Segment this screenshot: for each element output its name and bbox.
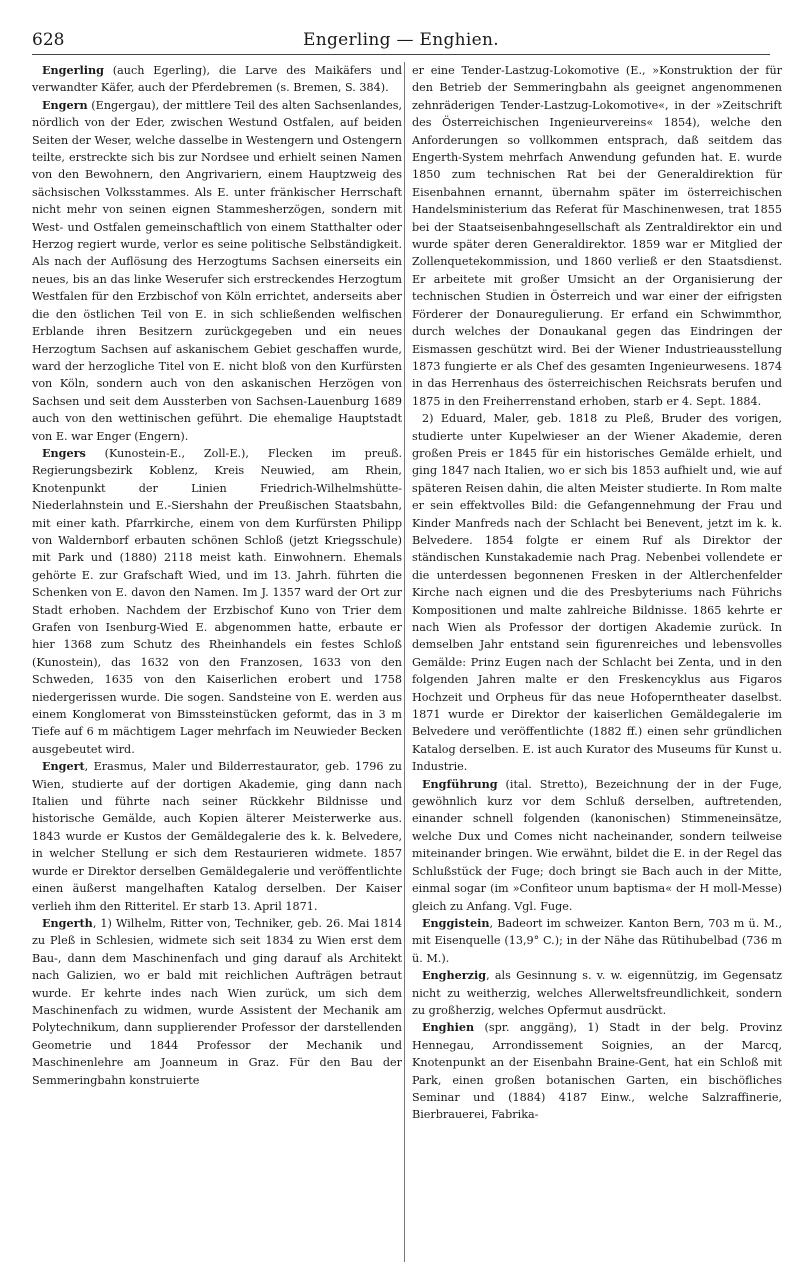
entry-engerth-continued [412,62,782,410]
entry-engerth-eduard [412,410,782,776]
entry-text: er eine Tender-Lastzug-Lokomotive (E., »Konstruktion der für den Betrieb der Semmeringbahn als geeignet angenommenen zehnräderigen Tender-Lastzug-Lokomotive«, in der »Zeitschrift des Österreichischen Ingenieurvereins« 1854), welche den Anforderungen so vollkommen entsprach, daß seitdem das Engerth-System mehrfach Anwendung gefunden hat. E. wurde 1850 zum technischen Rat bei der Generaldirektion für Eisenbahnen ernannt, übernahm später im österreichischen Handelsministerium das Referat für Maschinenwesen, trat 1855 bei der Staatseisenbahngesellschaft als Zentraldirektor ein und wurde später deren Generaldirektor. 1859 war er Mitglied der Zollenquetekommission, und 1860 verließ er den Staatsdienst. Er arbeitete mit großer Umsicht an der Organisierung der technischen Studien in Österreich und war einer der eifrigsten Förderer der Donauregulierung. Er erfand ein Schwimmthor, durch welches der Donaukanal gegen das Eindringen der Eismassen geschützt wird. Bei der Wiener Industrieausstellung 1873 fungierte er als Chef des gesamten Ingenieurwesens. 1874 in das Herrenhaus des österreichischen Reichsrats berufen und 1875 in den Freiherrenstand erhoben, starb er 4. Sept. 1884. [412,64,782,408]
right-column [412,62,782,1267]
entry-lemma: Engers [42,445,86,460]
entry-text: , Badeort im schweizer. Kanton Bern, 703 m ü. M., mit Eisenquelle (13,9° C.); in der Nähe das Rütihubelbad (736 m ü. M.). [412,916,782,965]
entry-text: , 1) Wilhelm, Ritter von, Techniker, geb. 26. Mai 1814 zu Pleß in Schlesien, widmete sich seit 1834 zu Wien erst dem Bau-, dann dem Maschinenfach und ging darauf als Architekt nach Galizien, wo er bald mit reichlichen Aufträgen betraut wurde. Er kehrte indes nach Wien zurück, um sich dem Maschinenfach zu widmen, wurde Assistent der Mechanik am Polytechnikum, dann supplierender Professor der darstellenden Geometrie und 1844 Professor der Mechanik und Maschinenlehre am Joanneum in Graz. Für den Bau der Semmeringbahn konstruierte [32,916,402,1087]
entry-engert [32,758,402,915]
entry-enghien [412,1019,782,1123]
entry-text: (ital. Stretto), Bezeichnung der in der Fuge, gewöhnlich kurz vor dem Schluß derselben, auftretenden, einander schnell folgenden (kanonischen) Stimmeneinsätze, welche Dux und Comes nicht nacheinander, sondern teilweise miteinander bringen. Wie erwähnt, bildet die E. in der Regel das Schlußstück der Fuge; doch bringt sie Bach auch in der Mitte, einmal sogar (im »Confiteor unum baptisma« der H moll-Messe) gleich zu Anfang. Vgl. Fuge. [412,777,782,913]
entry-text: (Kunostein-E., Zoll-E.), Flecken im preuß. Regierungsbezirk Koblenz, Kreis Neuwied, am Rhein, Knotenpunkt der Linien Friedrich-Wilhelmshütte-Niederlahnstein und E.-Siershahn der Preußischen Staatsbahn, mit einer kath. Pfarrkirche, einem von dem Kurfürsten Philipp von Waldernborf erbauten schönen Schloß (jetzt Kriegsschule) mit Park und (1880) 2118 meist kath. Einwohnern. Ehemals gehörte E. zur Grafschaft Wied, und im 13. Jahrh. führten die Schenken von E. davon den Namen. Im J. 1357 ward der Ort zur Stadt erhoben. Nachdem der Erzbischof Kuno von Trier dem Grafen von Isenburg-Wied E. abgenommen hatte, erbaute er hier 1368 zum Schutz des Rheinhandels ein festes Schloß (Kunostein), das 1632 von den Franzosen, 1633 von den Schweden, 1635 von den Kaiserlichen erobert und 1758 niedergerissen wurde. Die sogen. Sandsteine von E. werden aus einem Konglomerat von Bimssteinstücken geformt, das in 3 m Tiefe auf 6 m mächtigem Lager mehrfach im Neuwieder Becken ausgebeutet wird. [32,446,402,756]
entry-text: , Erasmus, Maler und Bilderrestaurator, geb. 1796 zu Wien, studierte auf der dortigen Akademie, ging dann nach Italien und führte nach seiner Rückkehr Bildnisse und historische Gemälde, auch Kopien älterer Meisterwerke aus. 1843 wurde er Kustos der Gemäldegalerie des k. k. Belvedere, in welcher Stellung er sich dem Restaurieren widmete. 1857 wurde er Direktor derselben Gemäldegalerie und veröffentlichte einen äußerst mangelhaften Katalog derselben. Der Kaiser verlieh ihm den Ritteritel. Er starb 13. April 1871. [32,760,402,913]
entry-engerling [32,62,402,97]
entry-lemma: Enggistein [422,915,490,930]
entry-text: , als Gesinnung s. v. w. eigennützig, im Gegensatz nicht zu weitherzig, welches Allerweltsfreundlichkeit, sondern zu großherzig, welches Opfermut ausdrückt. [412,969,782,1017]
page-number: 628 [32,30,65,50]
entry-lemma: Engern [42,97,88,112]
running-head: Engerling — Enghien. [303,30,499,50]
entry-lemma: Enghien [422,1020,475,1035]
entry-text: (Engergau), der mittlere Teil des alten Sachsenlandes, nördlich von der Eder, zwischen Westund Ostfalen, auf beiden Seiten der Weser, welche dasselbe in Westengern und Ostengern teilte, erstreckte sich bis zur Nordsee und erhielt seinen Namen von den Bewohnern, den Angrivariern, einem Hauptzweig des sächsischen Volksstammes. Als E. unter fränkischer Herrschaft nicht mehr von seinen eignen Stammesherzögen, sondern mit West- und Ostfalen gemeinschaftlich von einem Statthalter oder Herzog regiert wurde, verlor es seine politische Selbständigkeit. Als nach der Auflösung des Herzogtums Sachsen einerseits ein neues, bis an das linke Weserufer sich erstreckendes Herzogtum Westfalen für den Erzbischof von Köln errichtet, anderseits aber die den östlichen Teil von E. in sich schließenden welfischen Erblande ihren Besitzern zurückgegeben und ein neues Herzogtum Sachsen auf askanischem Gebiet geschaffen wurde, ward der herzogliche Titel von E. nicht bloß von den Kurfürsten von Köln, sondern auch von den askanischen Herzögen von Sachsen und seit dem Aussterben von Sachsen-Lauenburg 1689 auch von den wettinischen geführt. Die ehemalige Hauptstadt von E. war Enger (Engern). [32,98,402,443]
entry-text: (spr. anggäng), 1) Stadt in der belg. Provinz Hennegau, Arrondissement Soignies, an der Marcq, Knotenpunkt an der Eisenbahn Braine-Gent, hat ein Schloß mit Park, einen großen botanischen Garten, ein bischöfliches Seminar und (1884) 4187 Einw., welche Salzraffinerie, Bierbrauerei, Fabrika- [412,1021,782,1122]
entry-engers [32,445,402,758]
column-divider [404,62,405,1262]
entry-text: 2) Eduard, Maler, geb. 1818 zu Pleß, Bruder des vorigen, studierte unter Kupelwieser an der Wiener Akademie, deren großen Preis er 1845 für ein historisches Gemälde erhielt, und ging 1847 nach Italien, wo er sich bis 1853 aufhielt und, wie auf späteren Reisen dahin, die alten Meister studierte. In Rom malte er sein effektvolles Bild: die Gefangennehmung der Frau und Kinder Manfreds nach der Schlacht bei Benevent, jetzt im k. k. Belvedere. 1854 folgte er einem Ruf als Direktor der ständischen Kunstakademie nach Prag. Nebenbei vollendete er die unterdessen begonnenen Fresken in der Altlerchenfelder Kirche nach eignen und die des Presbyteriums nach Führichs Kompositionen und malte zahlreiche Bildnisse. 1865 kehrte er nach Wien als Professor der dortigen Akademie zurück. In demselben Jahr entstand sein figurenreiches und lebensvolles Gemälde: Prinz Eugen nach der Schlacht bei Zenta, und in den folgenden Jahren malte er den Freskencyklus aus Figaros Hochzeit und Orpheus für das neue Hofoperntheater daselbst. 1871 wurde er Direktor der kaiserlichen Gemäldegalerie im Belvedere und veröffentlichte (1882 ff.) einen sehr gründlichen Katalog derselben. E. ist auch Kurator des Museums für Kunst u. Industrie. [412,412,782,774]
entry-lemma: Engerling [42,63,104,77]
entry-engern [32,97,402,445]
entry-lemma: Engerth [42,915,93,930]
entry-engherzig [412,967,782,1019]
entry-lemma: Engführung [422,776,498,791]
entry-lemma: Engert [42,759,85,774]
entry-lemma: Engherzig [422,968,487,983]
entry-enggistein [412,915,782,967]
page-header [32,30,770,55]
entry-engerth [32,915,402,1089]
entry-engfuehrung [412,776,782,915]
left-column [32,62,402,1267]
entry-text: (auch Egerling), die Larve des Maikäfers und verwandter Käfer, auch der Pferdebremen (s. Bremen, S. 384). [32,64,402,95]
